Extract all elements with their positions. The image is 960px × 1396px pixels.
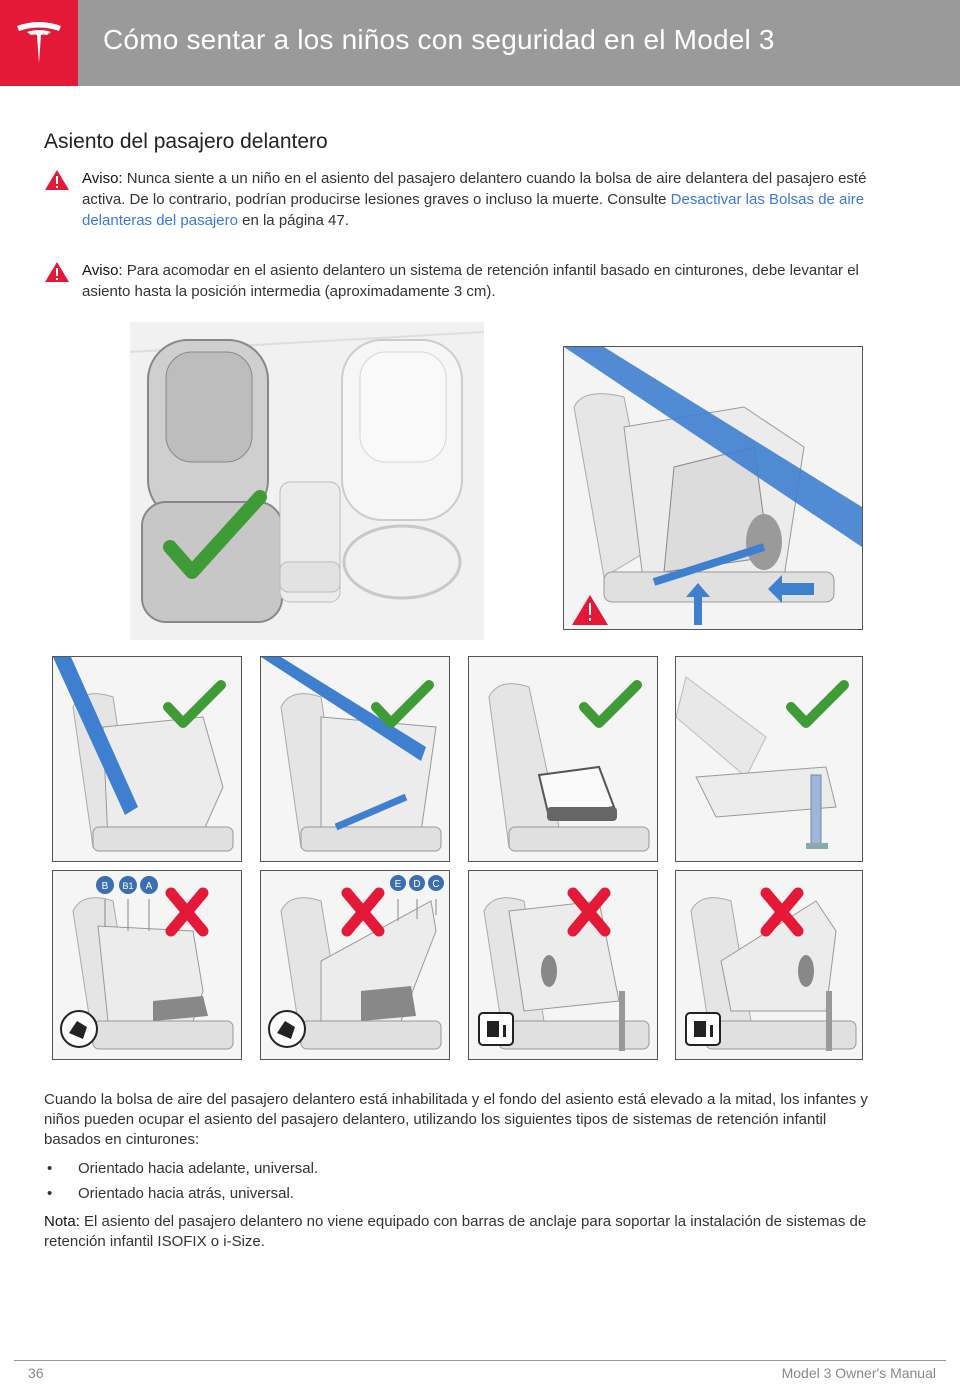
isize-forward-seat-illustration [468,870,658,1060]
front-seats-illustration [130,322,484,640]
position-label-b1: B1 [122,881,134,891]
body-paragraph-text: Cuando la bolsa de aire del pasajero delantero está inhabilitada y el fondo del asiento está elevado a la mitad, los infantes y niños pueden ocupar el asiento del pasajero delantero, utilizando los siguientes tipos de sistemas de retención infantil basados en cinturones: [44,1091,868,1148]
booster-leg-illustration [675,656,863,862]
airbag-disable-link[interactable]: Desactivar las Bolsas de aire delanteras del pasajero [82,191,865,229]
forward-facing-seat-belt-illustration [260,656,450,862]
note-label: Nota: [44,1213,80,1230]
tesla-logo-icon [13,17,65,69]
note [44,1212,884,1252]
warning-text: Nunca siente a un niño en el asiento del pasajero delantero cuando la bolsa de aire delantera del pasajero esté activa. De lo contrario, podrían producirse lesiones graves o incluso la muerte. Consulte [82,170,867,208]
footer-divider [14,1360,946,1361]
warning-label: Aviso: [82,262,123,279]
booster-seat-illustration [468,656,658,862]
manual-title: Model 3 Owner's Manual [781,1365,936,1381]
page-title: Cómo sentar a los niños con seguridad en el Model 3 [103,24,775,55]
brand-logo [0,0,78,86]
list-item [44,1159,884,1184]
isofix-rear-seat-illustration [260,870,450,1060]
position-label-e: E [394,879,402,890]
list-item [44,1184,884,1209]
raised-seat-belt-illustration [563,346,863,630]
isofix-forward-seat-illustration [52,870,242,1060]
warning-triangle-icon [44,261,70,283]
warning-airbag [44,168,874,231]
forward-facing-seat-illustration [52,656,242,862]
warning-text-end: en la página 47. [237,212,349,229]
position-label-a: A [145,881,153,892]
page-number: 36 [28,1365,44,1381]
page-header [0,0,960,86]
warning-triangle-icon [44,169,70,191]
warning-text: Para acomodar en el asiento delantero un sistema de retención infantil basado en cinturones, debe levantar el asiento hasta la posición intermedia (aproximadamente 3 cm). [82,262,859,300]
position-label-c: C [432,879,440,890]
position-label-d: D [413,879,421,890]
bullet-glyph: • [47,1160,53,1177]
warning-seat-height [44,260,874,302]
body-paragraph [44,1090,884,1150]
note-text: El asiento del pasajero delantero no viene equipado con barras de anclaje para soportar la instalación de sistemas de retención infantil ISOFIX o i-Size. [44,1213,867,1250]
isize-rear-seat-illustration [675,870,863,1060]
section-title: Asiento del pasajero delantero [44,130,328,153]
bullet-text: Orientado hacia adelante, universal. [78,1160,319,1177]
bullet-glyph: • [47,1185,53,1202]
warning-label: Aviso: [82,170,123,187]
position-label-b: B [101,881,109,892]
bullet-list [44,1159,884,1209]
bullet-text: Orientado hacia atrás, universal. [78,1185,294,1202]
